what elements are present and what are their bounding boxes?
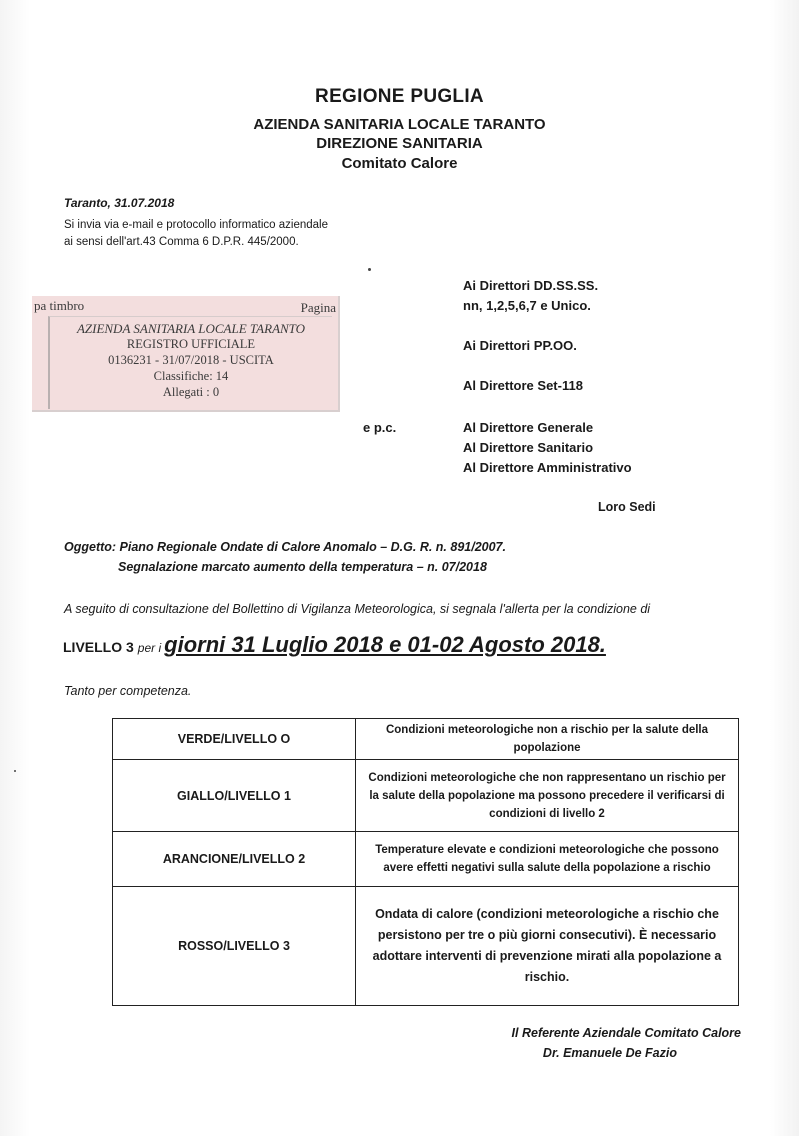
cc-label: e p.c. [363,420,397,435]
level-description: Temperature elevate e condizioni meteorologiche che possono avere effetti negativi sulla salute della popolazione a rischio [356,832,739,887]
header-asl: AZIENDA SANITARIA LOCALE TARANTO [253,116,546,133]
header-direzione: DIREZIONE SANITARIA [316,135,483,152]
table-row [113,719,739,760]
table-row [113,760,739,832]
closing-loro-sedi: Loro Sedi [598,500,656,514]
subject-line: Segnalazione marcato aumento della temperatura – n. 07/2018 [118,560,487,574]
stamp-register-box [48,316,332,409]
level-name: GIALLO/LIVELLO 1 [113,760,356,832]
subject-line: Oggetto: Piano Regionale Ondate di Calore Anomalo – D.G. R. n. 891/2007. [64,540,506,554]
stamp-top-left: pa timbro [34,298,85,313]
body-paragraph: A seguito di consultazione del Bollettino di Vigilanza Meteorologica, si segnala l'allerta per la condizione di [64,602,651,616]
recipient-line: Al Direttore Sanitario [463,440,594,455]
level-description: Condizioni meteorologiche che non rappresentano un rischio per la salute della popolazione ma possono precedere il verificarsi di condizioni di livello 2 [356,760,739,832]
level-name: VERDE/LIVELLO O [113,719,356,760]
header-comitato: Comitato Calore [341,155,458,172]
stamp-line: Classifiche: 14 [153,369,229,383]
alert-levels-table [112,718,739,1006]
table-row [113,832,739,887]
scan-speck [14,770,16,772]
header-region: REGIONE PUGLIA [315,86,484,107]
stamp-line: 0136231 - 31/07/2018 - USCITA [108,353,274,367]
level-name: ROSSO/LIVELLO 3 [113,887,356,1006]
stamp-line: Allegati : 0 [162,385,220,399]
stamp-line: AZIENDA SANITARIA LOCALE TARANTO [76,321,306,336]
level-description: Ondata di calore (condizioni meteorologiche a rischio che persistono per tre o più giorni consecutivi). È necessario adottare interventi di prevenzione mirati alla popolazione a rischio. [356,887,739,1006]
alert-connector: per i [137,641,162,655]
alert-level: LIVELLO 3 [63,639,134,655]
signature-role: Il Referente Aziendale Comitato Calore [511,1026,741,1040]
recipient-line: Al Direttore Set-118 [463,378,583,393]
recipient-line: Ai Direttori DD.SS.SS. [463,278,599,293]
alert-dates: giorni 31 Luglio 2018 e 01-02 Agosto 2018. [164,632,606,657]
sending-note-line: Si invia via e-mail e protocollo informatico aziendale [64,219,328,231]
protocol-stamp [32,296,340,412]
sending-note-line: ai sensi dell'art.43 Comma 6 D.P.R. 445/2000. [64,236,299,248]
competence-line: Tanto per competenza. [64,684,192,698]
recipient-line: nn, 1,2,5,6,7 e Unico. [463,298,591,313]
recipient-line: Al Direttore Amministrativo [463,460,632,475]
level-name: ARANCIONE/LIVELLO 2 [113,832,356,887]
stamp-top-right: Pagina [300,300,336,315]
alert-line [63,632,606,658]
scan-speck [368,268,371,271]
stamp-line: REGISTRO UFFICIALE [126,337,256,351]
place-date: Taranto, 31.07.2018 [64,196,175,210]
recipient-line: Ai Direttori PP.OO. [463,338,577,353]
recipient-line: Al Direttore Generale [463,420,594,435]
table-row [113,887,739,1006]
signature-name: Dr. Emanuele De Fazio [542,1046,677,1060]
level-description: Condizioni meteorologiche non a rischio per la salute della popolazione [356,719,739,760]
